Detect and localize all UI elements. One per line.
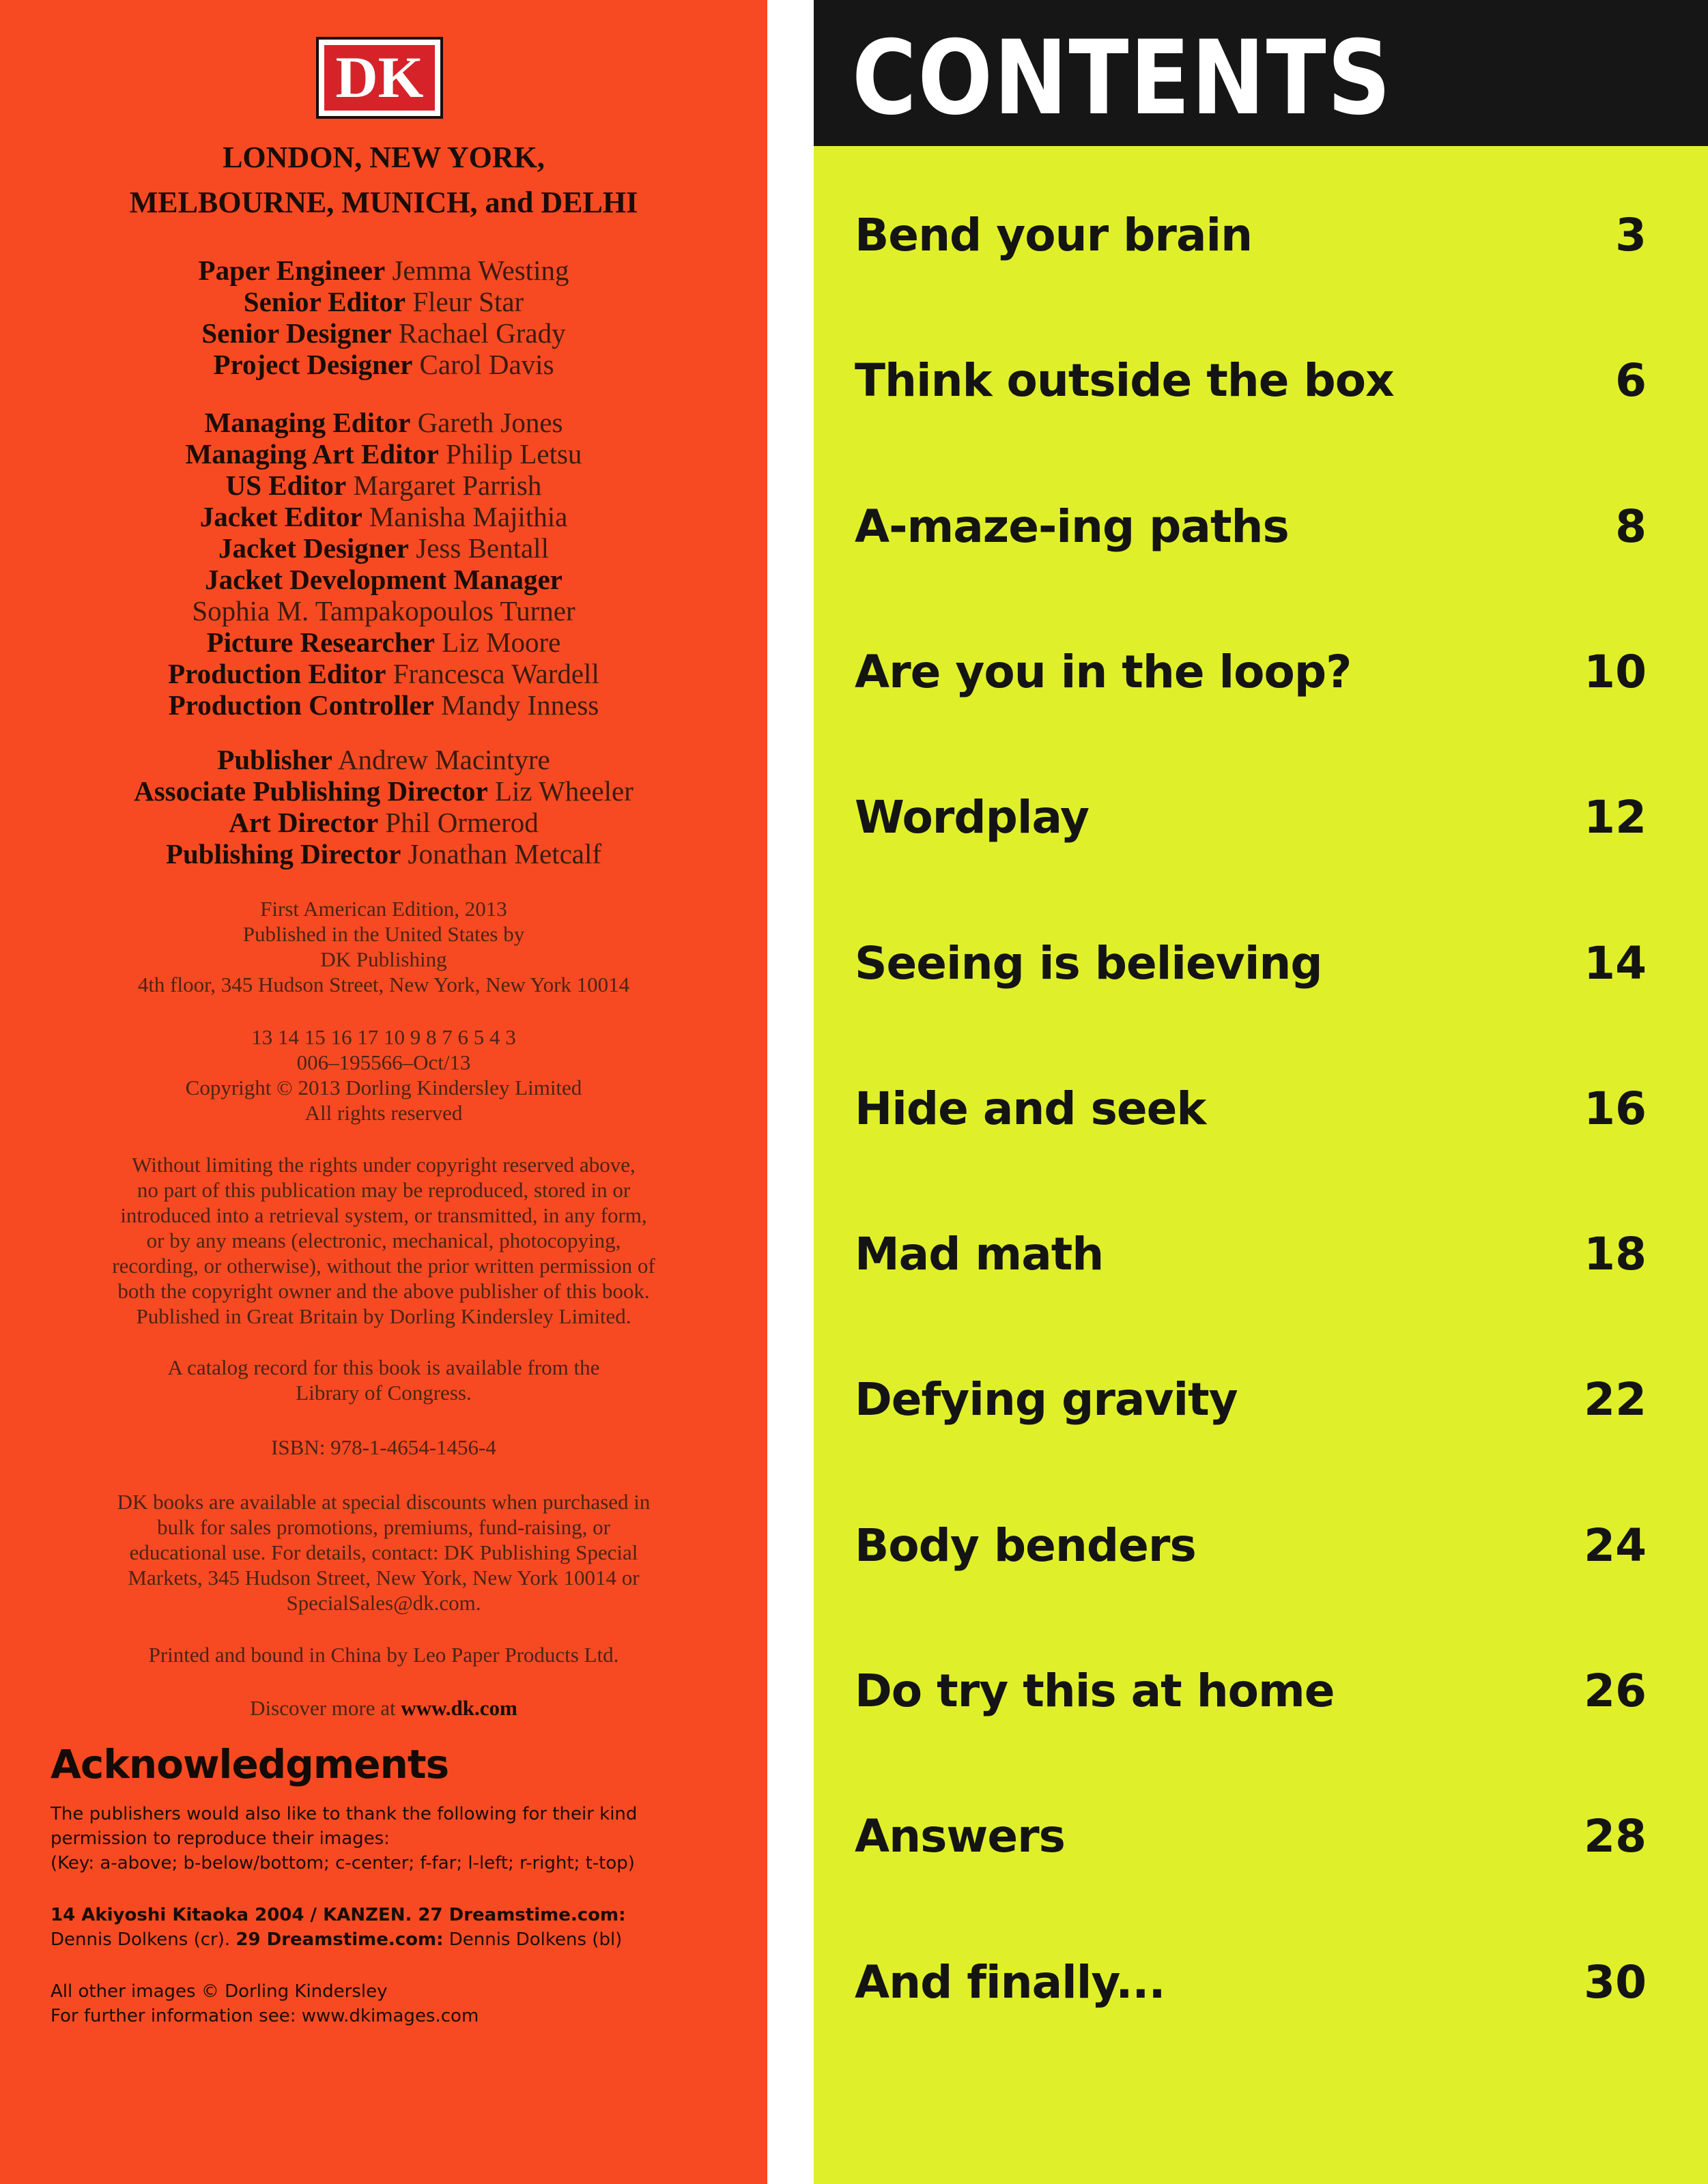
contents-entry[interactable]: [855, 1369, 1647, 1431]
credit-name: Jonathan Metcalf: [408, 838, 602, 870]
contents-entry-page: 6: [1615, 354, 1647, 407]
credits-group-management: [0, 407, 767, 721]
credit-row: [0, 470, 767, 501]
contents-entry[interactable]: [855, 205, 1647, 266]
page-gutter: [767, 0, 814, 2184]
contents-title: CONTENTS: [852, 19, 1393, 138]
credit-name: Jemma Westing: [392, 255, 569, 286]
contents-entry-title: Seeing is believing: [855, 937, 1322, 990]
contents-entry-page: 24: [1584, 1519, 1647, 1572]
credit-role: Art Director: [229, 807, 379, 838]
credit-row: [0, 689, 767, 721]
special-sales-line: educational use. For details, contact: DK Publishing Special: [129, 1540, 638, 1564]
discover-line: [41, 1695, 726, 1721]
contents-entry[interactable]: [855, 1661, 1647, 1722]
edition-line: DK Publishing: [320, 947, 447, 971]
credit-name: Rachael Grady: [398, 317, 566, 349]
rights-line: both the copyright owner and the above publisher of this book.: [117, 1279, 650, 1303]
special-sales-line: Markets, 345 Hudson Street, New York, New York 10014 or: [128, 1566, 640, 1590]
contents-entry-title: Hide and seek: [855, 1082, 1206, 1135]
credits-group-editorial: [0, 255, 767, 380]
credit-row: [0, 255, 767, 286]
credit-role: Production Editor: [168, 658, 386, 689]
credit-name: Margaret Parrish: [353, 470, 542, 501]
credit-role: Senior Editor: [243, 286, 406, 317]
contents-entry-page: 3: [1615, 209, 1647, 261]
credit-row: [0, 407, 767, 438]
contents-entry[interactable]: [855, 350, 1647, 412]
credit-row: [0, 438, 767, 470]
credit-role: US Editor: [225, 470, 347, 501]
special-sales-line: SpecialSales@dk.com.: [286, 1591, 481, 1615]
contents-panel: [814, 146, 1708, 2184]
rights-line: Published in Great Britain by Dorling Kindersley Limited.: [136, 1304, 631, 1328]
credit-row: [0, 627, 767, 658]
credit-role: Senior Designer: [201, 317, 392, 349]
credit-name: Phil Ormerod: [385, 807, 539, 838]
contents-entry-title: Defying gravity: [855, 1373, 1238, 1426]
discover-prefix: Discover more at: [250, 1696, 401, 1720]
credit-name: Fleur Star: [412, 286, 524, 317]
catalog-record: [41, 1355, 726, 1405]
contents-entry[interactable]: [855, 496, 1647, 558]
contents-entry[interactable]: [855, 1515, 1647, 1577]
credit-row: [0, 838, 767, 870]
contents-entry-title: Are you in the loop?: [855, 646, 1352, 698]
ack-credit-part: Dennis Dolkens (bl): [443, 1929, 623, 1950]
contents-entry[interactable]: [855, 1224, 1647, 1285]
rights-line: no part of this publication may be reproduced, stored in or: [137, 1178, 631, 1202]
contents-entry-page: 18: [1584, 1228, 1647, 1280]
credit-name: Gareth Jones: [417, 407, 563, 438]
credits-group-publishing: [0, 744, 767, 870]
credit-role: Picture Researcher: [206, 627, 435, 658]
credit-name: Andrew Macintyre: [337, 744, 550, 775]
credit-role: Publishing Director: [165, 838, 401, 870]
credit-name: Philip Letsu: [446, 438, 582, 470]
contents-entry[interactable]: [855, 787, 1647, 848]
credit-role: Managing Art Editor: [185, 438, 439, 470]
contents-entry-page: 16: [1584, 1082, 1647, 1135]
copyright-line: Copyright © 2013 Dorling Kindersley Limited: [185, 1076, 582, 1100]
rights-line: introduced into a retrieval system, or transmitted, in any form,: [120, 1203, 647, 1227]
copyright-line: 13 14 15 16 17 10 9 8 7 6 5 4 3: [251, 1025, 516, 1049]
acknowledgments-footer: [51, 1979, 733, 2028]
cities-line: MELBOURNE, MUNICH, and DELHI: [129, 186, 638, 219]
credit-name: Manisha Majithia: [369, 501, 568, 532]
copyright-line: All rights reserved: [304, 1101, 463, 1125]
contents-entry-page: 14: [1584, 937, 1647, 990]
credit-row: [0, 595, 767, 627]
credit-name: Carol Davis: [419, 349, 554, 380]
ack-credit-part: Dennis Dolkens (cr).: [51, 1929, 236, 1950]
edition-line: First American Edition, 2013: [260, 897, 507, 921]
contents-entry[interactable]: [855, 1806, 1647, 1867]
credit-row: [0, 564, 767, 595]
contents-entry-page: 8: [1615, 500, 1647, 553]
credit-name: Jess Bentall: [416, 532, 549, 564]
contents-entry[interactable]: [855, 1952, 1647, 2013]
credit-row: [0, 501, 767, 532]
ack-line: permission to reproduce their images:: [51, 1828, 390, 1849]
ack-credit-line: 14 Akiyoshi Kitaoka 2004 / KANZEN. 27 Dreamstime.com:: [51, 1905, 626, 1925]
credit-role: Jacket Designer: [218, 532, 409, 564]
ack-credit-part: 29 Dreamstime.com:: [236, 1929, 444, 1950]
credit-row: [0, 349, 767, 380]
publisher-cities: [0, 135, 767, 225]
contents-entry-title: A-maze-ing paths: [855, 500, 1289, 553]
credit-role: Jacket Editor: [199, 501, 362, 532]
credit-row: [0, 317, 767, 349]
isbn: ISBN: 978-1-4654-1456-4: [271, 1435, 496, 1459]
rights-line: or by any means (electronic, mechanical, photocopying,: [146, 1228, 621, 1252]
credit-row: [0, 775, 767, 807]
ack-footer-line: For further information see: www.dkimages.com: [51, 2006, 479, 2026]
acknowledgments-heading: Acknowledgments: [51, 1741, 449, 1787]
credit-name: Liz Moore: [442, 627, 561, 658]
contents-entry-title: Body benders: [855, 1519, 1196, 1572]
copyright-info: [41, 1024, 726, 1125]
contents-entry-title: Do try this at home: [855, 1665, 1335, 1717]
credit-role: Managing Editor: [204, 407, 411, 438]
contents-entry[interactable]: [855, 1078, 1647, 1140]
edition-info: [41, 896, 726, 997]
dk-website-link[interactable]: www.dk.com: [401, 1696, 517, 1720]
contents-entry[interactable]: [855, 642, 1647, 703]
rights-line: recording, or otherwise), without the prior written permission of: [112, 1254, 655, 1278]
rights-notice: [41, 1152, 726, 1329]
special-sales: [41, 1489, 726, 1615]
cities-line: LONDON, NEW YORK,: [223, 141, 545, 174]
credit-row: [0, 532, 767, 564]
credit-role: Jacket Development Manager: [205, 564, 563, 595]
contents-entry-title: Mad math: [855, 1228, 1104, 1280]
contents-entry-page: 26: [1584, 1665, 1647, 1717]
special-sales-line: bulk for sales promotions, premiums, fund-raising, or: [157, 1515, 610, 1539]
contents-header: [814, 0, 1708, 146]
contents-entry-page: 30: [1584, 1956, 1647, 2009]
catalog-line: A catalog record for this book is available from the: [167, 1355, 600, 1379]
credit-row: [0, 658, 767, 689]
ack-line: The publishers would also like to thank the following for their kind: [51, 1804, 638, 1824]
credit-row: [0, 286, 767, 317]
credit-role: Project Designer: [213, 349, 413, 380]
contents-entry-title: Wordplay: [855, 791, 1089, 844]
contents-entry-title: Think outside the box: [855, 354, 1394, 407]
credit-name: Liz Wheeler: [494, 775, 634, 807]
contents-entry-title: And finally...: [855, 1956, 1165, 2009]
credit-row: [0, 807, 767, 838]
credit-role: Production Controller: [168, 689, 434, 721]
ack-footer-line: All other images © Dorling Kindersley: [51, 1981, 388, 2002]
edition-line: Published in the United States by: [242, 922, 525, 946]
contents-entry-page: 12: [1584, 791, 1647, 844]
rights-line: Without limiting the rights under copyright reserved above,: [132, 1153, 636, 1177]
edition-line: 4th floor, 345 Hudson Street, New York, New York 10014: [137, 973, 630, 996]
acknowledgments-credits: [51, 1903, 733, 1952]
credit-name: Mandy Inness: [441, 689, 599, 721]
ack-line: (Key: a-above; b-below/bottom; c-center; f-far; l-left; r-right; t-top): [51, 1853, 635, 1873]
credit-name: Sophia M. Tampakopoulos Turner: [192, 595, 575, 627]
imprint-panel: [0, 0, 767, 2184]
dk-logo: [312, 34, 447, 123]
contents-entry-page: 28: [1584, 1810, 1647, 1863]
contents-entry-page: 10: [1584, 646, 1647, 698]
svg-text:DK: DK: [335, 44, 424, 110]
printed-info: Printed and bound in China by Leo Paper Products Ltd.: [148, 1643, 619, 1667]
catalog-line: Library of Congress.: [296, 1381, 472, 1405]
contents-entry-title: Bend your brain: [855, 209, 1253, 261]
special-sales-line: DK books are available at special discounts when purchased in: [117, 1490, 651, 1514]
credit-row: [0, 744, 767, 775]
credit-name: Francesca Wardell: [393, 658, 599, 689]
acknowledgments-text: [51, 1802, 733, 1876]
contents-entry[interactable]: [855, 933, 1647, 994]
credit-role: Publisher: [217, 744, 332, 775]
contents-entry-title: Answers: [855, 1810, 1065, 1863]
copyright-line: 006–195566–Oct/13: [296, 1050, 471, 1074]
contents-entry-page: 22: [1584, 1373, 1647, 1426]
credit-role: Associate Publishing Director: [134, 775, 488, 807]
credit-role: Paper Engineer: [198, 255, 386, 286]
